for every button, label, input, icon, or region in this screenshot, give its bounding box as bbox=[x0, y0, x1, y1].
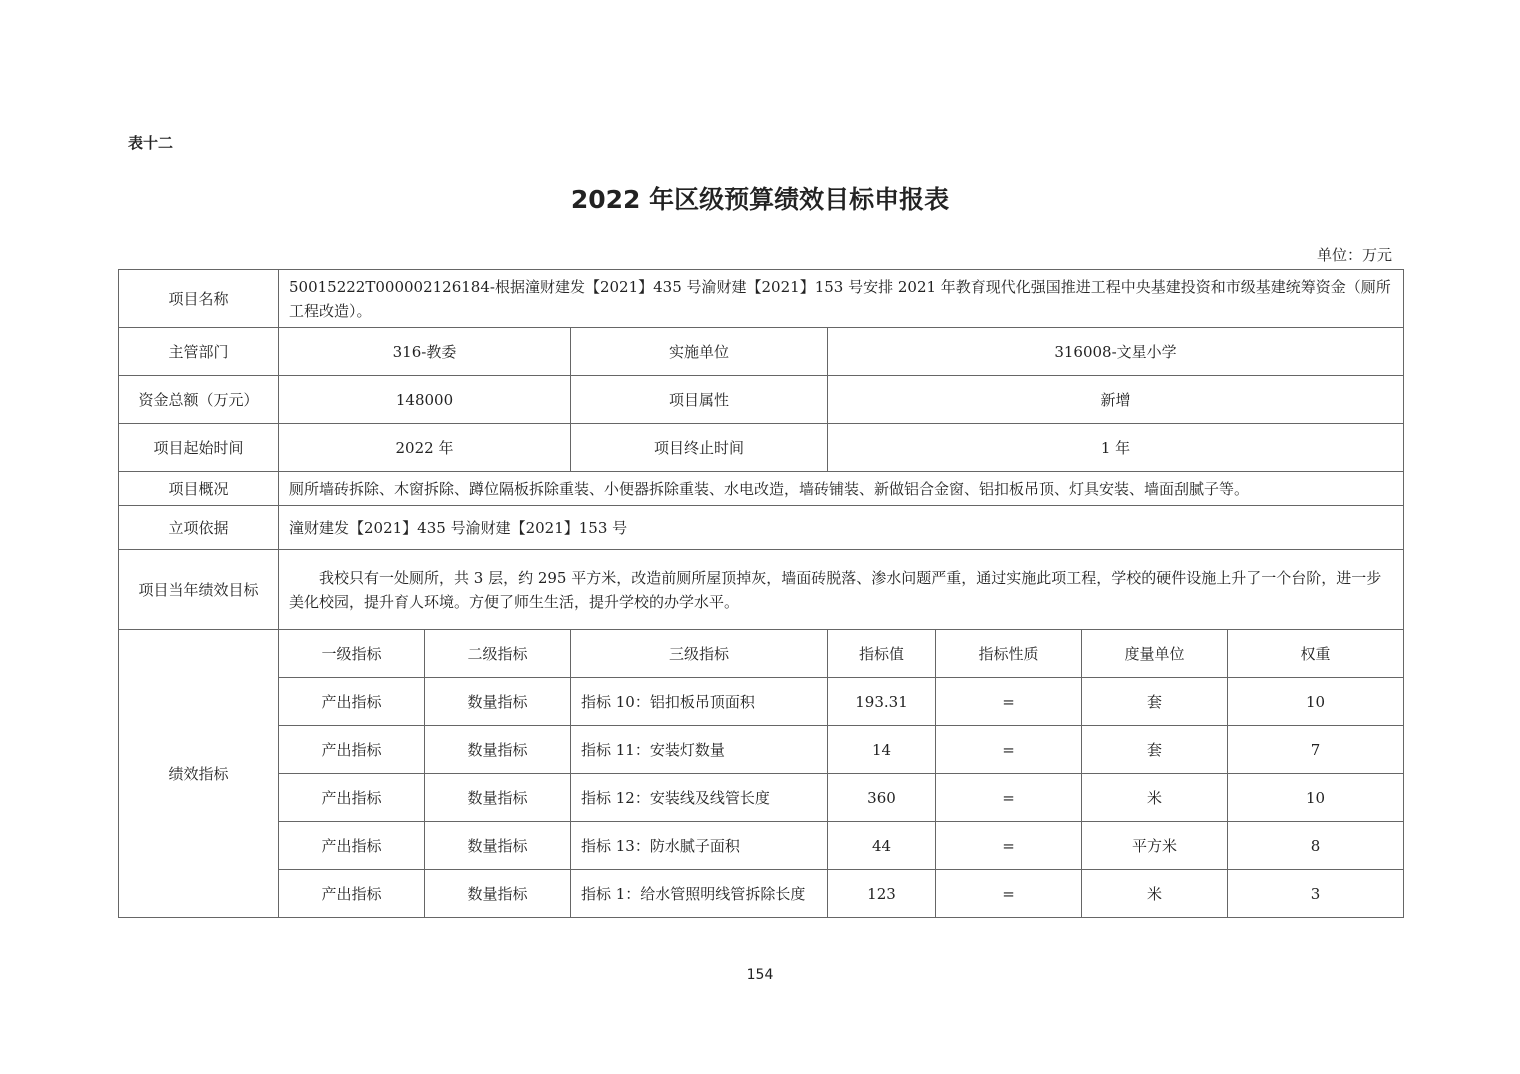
weight-cell: 3 bbox=[1228, 870, 1404, 918]
overview-row bbox=[119, 472, 1404, 506]
level2-cell: 数量指标 bbox=[425, 822, 571, 870]
department-row bbox=[119, 328, 1404, 376]
implementing-unit-value: 316008-文星小学 bbox=[828, 328, 1404, 376]
goal-label: 项目当年绩效目标 bbox=[119, 550, 279, 630]
value-cell: 14 bbox=[828, 726, 936, 774]
implementing-unit-label: 实施单位 bbox=[571, 328, 828, 376]
page-title: 2022 年区级预算绩效目标申报表 bbox=[570, 185, 950, 214]
funds-row bbox=[119, 376, 1404, 424]
time-row bbox=[119, 424, 1404, 472]
nature-cell: = bbox=[936, 726, 1082, 774]
total-funds-label: 资金总额（万元） bbox=[119, 376, 279, 424]
indicator-header-row bbox=[119, 630, 1404, 678]
level3-cell: 指标 13：防水腻子面积 bbox=[571, 822, 828, 870]
unit-cell: 米 bbox=[1082, 774, 1228, 822]
unit-cell: 米 bbox=[1082, 870, 1228, 918]
header-level1: 一级指标 bbox=[279, 630, 425, 678]
value-cell: 193.31 bbox=[828, 678, 936, 726]
basis-value: 潼财建发【2021】435 号渝财建【2021】153 号 bbox=[279, 506, 1404, 550]
header-value: 指标值 bbox=[828, 630, 936, 678]
unit-cell: 套 bbox=[1082, 678, 1228, 726]
nature-cell: = bbox=[936, 870, 1082, 918]
department-label: 主管部门 bbox=[119, 328, 279, 376]
value-cell: 360 bbox=[828, 774, 936, 822]
overview-value: 厕所墙砖拆除、木窗拆除、蹲位隔板拆除重装、小便器拆除重装、水电改造，墙砖铺装、新做铝合金窗、铝扣板吊顶、灯具安装、墙面刮腻子等。 bbox=[279, 472, 1404, 506]
level1-cell: 产出指标 bbox=[279, 774, 425, 822]
project-name-value: 50015222T000002126184-根据潼财建发【2021】435 号渝财建【2021】153 号安排 2021 年教育现代化强国推进工程中央基建投资和市级基建统筹资金（厕所工程改造）。 bbox=[279, 270, 1404, 328]
level1-cell: 产出指标 bbox=[279, 678, 425, 726]
level1-cell: 产出指标 bbox=[279, 870, 425, 918]
level3-cell: 指标 11：安装灯数量 bbox=[571, 726, 828, 774]
goal-value: 我校只有一处厕所，共 3 层，约 295 平方米，改造前厕所屋顶掉灰，墙面砖脱落、渗水问题严重，通过实施此项工程，学校的硬件设施上升了一个台阶，进一步美化校园，提升育人环境。方便了师生生活，提升学校的办学水平。 bbox=[279, 550, 1404, 630]
level3-cell: 指标 1：给水管照明线管拆除长度 bbox=[571, 870, 828, 918]
level2-cell: 数量指标 bbox=[425, 774, 571, 822]
header-nature: 指标性质 bbox=[936, 630, 1082, 678]
header-level2: 二级指标 bbox=[425, 630, 571, 678]
level2-cell: 数量指标 bbox=[425, 870, 571, 918]
level1-cell: 产出指标 bbox=[279, 726, 425, 774]
nature-cell: = bbox=[936, 774, 1082, 822]
table-row bbox=[119, 822, 1404, 870]
goal-row bbox=[119, 550, 1404, 630]
value-cell: 44 bbox=[828, 822, 936, 870]
overview-label: 项目概况 bbox=[119, 472, 279, 506]
level3-cell: 指标 10：铝扣板吊顶面积 bbox=[571, 678, 828, 726]
header-weight: 权重 bbox=[1228, 630, 1404, 678]
weight-cell: 10 bbox=[1228, 774, 1404, 822]
total-funds-value: 148000 bbox=[279, 376, 571, 424]
weight-cell: 8 bbox=[1228, 822, 1404, 870]
table-row bbox=[119, 678, 1404, 726]
level2-cell: 数量指标 bbox=[425, 726, 571, 774]
table-row bbox=[119, 774, 1404, 822]
project-name-row bbox=[119, 270, 1404, 328]
nature-cell: = bbox=[936, 822, 1082, 870]
header-unit: 度量单位 bbox=[1082, 630, 1228, 678]
project-name-label: 项目名称 bbox=[119, 270, 279, 328]
end-time-label: 项目终止时间 bbox=[571, 424, 828, 472]
department-value: 316-教委 bbox=[279, 328, 571, 376]
end-time-value: 1 年 bbox=[828, 424, 1404, 472]
project-attribute-value: 新增 bbox=[828, 376, 1404, 424]
weight-cell: 10 bbox=[1228, 678, 1404, 726]
table-row bbox=[119, 870, 1404, 918]
weight-cell: 7 bbox=[1228, 726, 1404, 774]
basis-label: 立项依据 bbox=[119, 506, 279, 550]
start-time-value: 2022 年 bbox=[279, 424, 571, 472]
indicators-label: 绩效指标 bbox=[119, 630, 279, 918]
value-cell: 123 bbox=[828, 870, 936, 918]
budget-performance-table bbox=[118, 269, 1404, 918]
page-number: 154 bbox=[746, 967, 774, 983]
level2-cell: 数量指标 bbox=[425, 678, 571, 726]
basis-row bbox=[119, 506, 1404, 550]
level3-cell: 指标 12：安装线及线管长度 bbox=[571, 774, 828, 822]
level1-cell: 产出指标 bbox=[279, 822, 425, 870]
nature-cell: = bbox=[936, 678, 1082, 726]
table-row bbox=[119, 726, 1404, 774]
table-label: 表十二 bbox=[128, 134, 174, 152]
unit-cell: 平方米 bbox=[1082, 822, 1228, 870]
project-attribute-label: 项目属性 bbox=[571, 376, 828, 424]
start-time-label: 项目起始时间 bbox=[119, 424, 279, 472]
unit-label: 单位：万元 bbox=[1316, 246, 1392, 264]
unit-cell: 套 bbox=[1082, 726, 1228, 774]
header-level3: 三级指标 bbox=[571, 630, 828, 678]
